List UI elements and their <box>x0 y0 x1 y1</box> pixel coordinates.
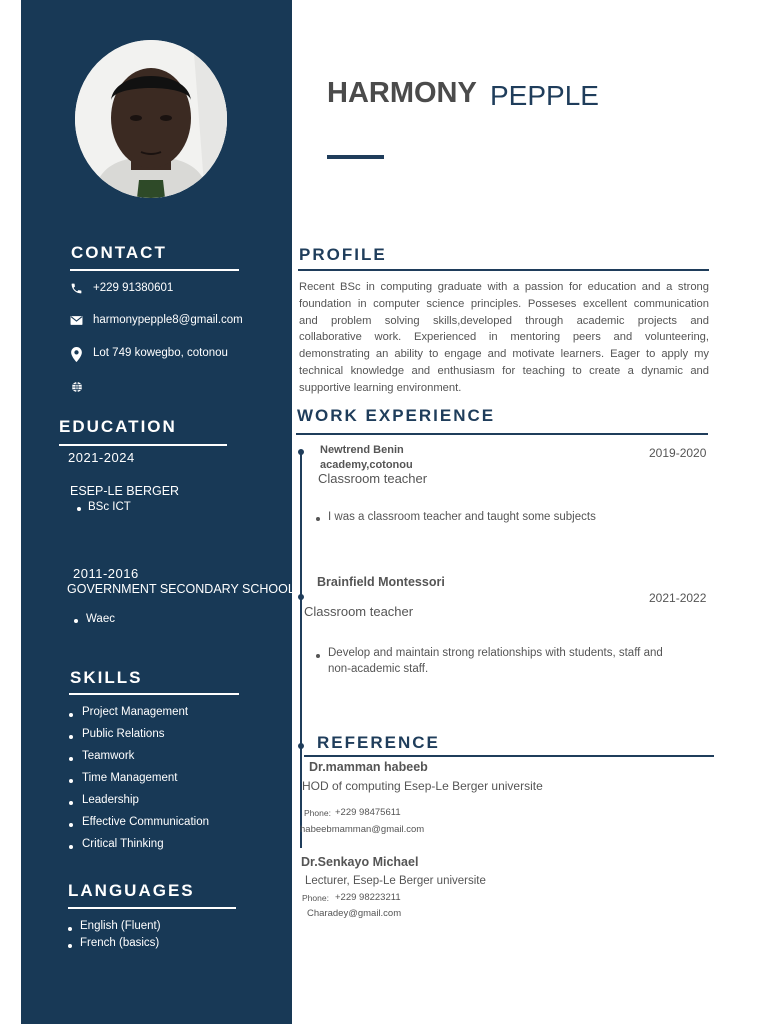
skill-item: Effective Communication <box>82 816 209 828</box>
reference-phone-label: Phone: <box>304 808 331 818</box>
skill-item: Leadership <box>82 794 139 806</box>
name-last: PEPPLE <box>490 80 599 111</box>
contact-heading: CONTACT <box>71 243 167 262</box>
reference-email[interactable]: habeebmamman@gmail.com <box>300 824 425 835</box>
education-heading: EDUCATION <box>59 417 177 436</box>
profile-line: foundation in computer science principles. Posseses excellent communication <box>299 297 709 310</box>
list-bullet <box>77 507 81 511</box>
profile-line: and problem solving skills,developed through academic projects and <box>299 314 709 327</box>
education-years: 2011-2016 <box>73 566 139 581</box>
reference-name: Dr.mamman habeeb <box>309 760 428 774</box>
education-school: ESEP-LE BERGER <box>70 484 180 498</box>
work-divider <box>296 433 708 435</box>
job-company: Brainfield Montessori <box>317 575 445 589</box>
mail-icon <box>70 315 83 326</box>
contact-address: Lot 749 kowegbo, cotonou <box>93 347 228 359</box>
skill-item: Time Management <box>82 772 178 784</box>
skill-item: Teamwork <box>82 750 135 762</box>
list-bullet <box>69 779 73 783</box>
job-role: Classroom teacher <box>318 471 428 486</box>
list-bullet <box>316 654 320 658</box>
job-dates: 2021-2022 <box>649 591 707 605</box>
job-company: Newtrend Benin <box>320 444 404 456</box>
name-first: HARMONY <box>327 77 477 109</box>
profile-line: technical knowledge and enthusiasm for teaching to create a dynamic and <box>299 364 709 377</box>
skill-item: Critical Thinking <box>82 838 164 850</box>
profile-heading: PROFILE <box>299 245 387 264</box>
skill-item: Project Management <box>82 706 189 718</box>
list-bullet <box>68 927 72 931</box>
job-bullet-text: non-academic staff. <box>328 663 429 675</box>
reference-position: HOD of computing Esep-Le Berger universite <box>302 779 543 793</box>
education-school: GOVERNMENT SECONDARY SCHOOL <box>67 582 295 596</box>
location-pin-icon <box>71 347 82 362</box>
name-underline <box>327 155 384 159</box>
reference-heading: REFERENCE <box>317 733 440 752</box>
contact-phone[interactable]: +229 91380601 <box>93 282 174 294</box>
job-dates: 2019-2020 <box>649 446 707 460</box>
timeline-dot <box>298 743 304 749</box>
list-bullet <box>74 619 78 623</box>
language-item: English (Fluent) <box>80 920 161 932</box>
skills-heading: SKILLS <box>70 668 143 687</box>
list-bullet <box>316 517 320 521</box>
timeline-dot <box>298 594 304 600</box>
globe-icon <box>71 381 83 393</box>
list-bullet <box>69 823 73 827</box>
profile-line: Recent BSc in computing graduate with a passion for education and a strong <box>299 281 709 293</box>
profile-line: supportive learning environment. <box>299 381 462 394</box>
reference-phone[interactable]: +229 98223211 <box>335 892 401 903</box>
job-bullet-text: Develop and maintain strong relationships with students, staff and <box>328 647 663 659</box>
list-bullet <box>69 757 73 761</box>
reference-position: Lecturer, Esep-Le Berger universite <box>305 875 486 887</box>
profile-photo <box>75 40 227 198</box>
list-bullet <box>69 735 73 739</box>
profile-line: demonstrating an ability to engage and motivate learners. Eager to apply my <box>299 348 709 361</box>
work-heading: WORK EXPERIENCE <box>297 406 496 425</box>
list-bullet <box>69 801 73 805</box>
skills-divider <box>69 693 239 695</box>
profile-line: collaborative work. Experienced in mentoring peers and volunteering, <box>299 331 709 344</box>
list-bullet <box>69 845 73 849</box>
phone-icon <box>70 282 83 295</box>
profile-text <box>299 279 709 397</box>
contact-email[interactable]: harmonypepple8@gmail.com <box>93 314 243 326</box>
job-company: academy,cotonou <box>320 459 413 471</box>
reference-divider <box>304 755 714 757</box>
education-item: Waec <box>86 613 115 625</box>
job-role: Classroom teacher <box>304 604 414 619</box>
language-item: French (basics) <box>80 937 160 949</box>
reference-phone-label: Phone: <box>302 893 329 903</box>
job-bullet-text: I was a classroom teacher and taught some subjects <box>328 511 596 523</box>
profile-divider <box>298 269 709 271</box>
skill-item: Public Relations <box>82 728 165 740</box>
reference-email[interactable]: Charadey@gmail.com <box>307 908 402 919</box>
list-bullet <box>68 944 72 948</box>
reference-name: Dr.Senkayo Michael <box>301 855 419 869</box>
languages-divider <box>68 907 236 909</box>
education-item: BSc ICT <box>88 501 131 513</box>
list-bullet <box>69 713 73 717</box>
contact-divider <box>70 269 239 271</box>
languages-heading: LANGUAGES <box>68 881 195 900</box>
timeline-dot <box>298 449 304 455</box>
education-divider <box>59 444 227 446</box>
education-years: 2021-2024 <box>68 450 135 465</box>
reference-phone[interactable]: +229 98475611 <box>335 807 401 818</box>
